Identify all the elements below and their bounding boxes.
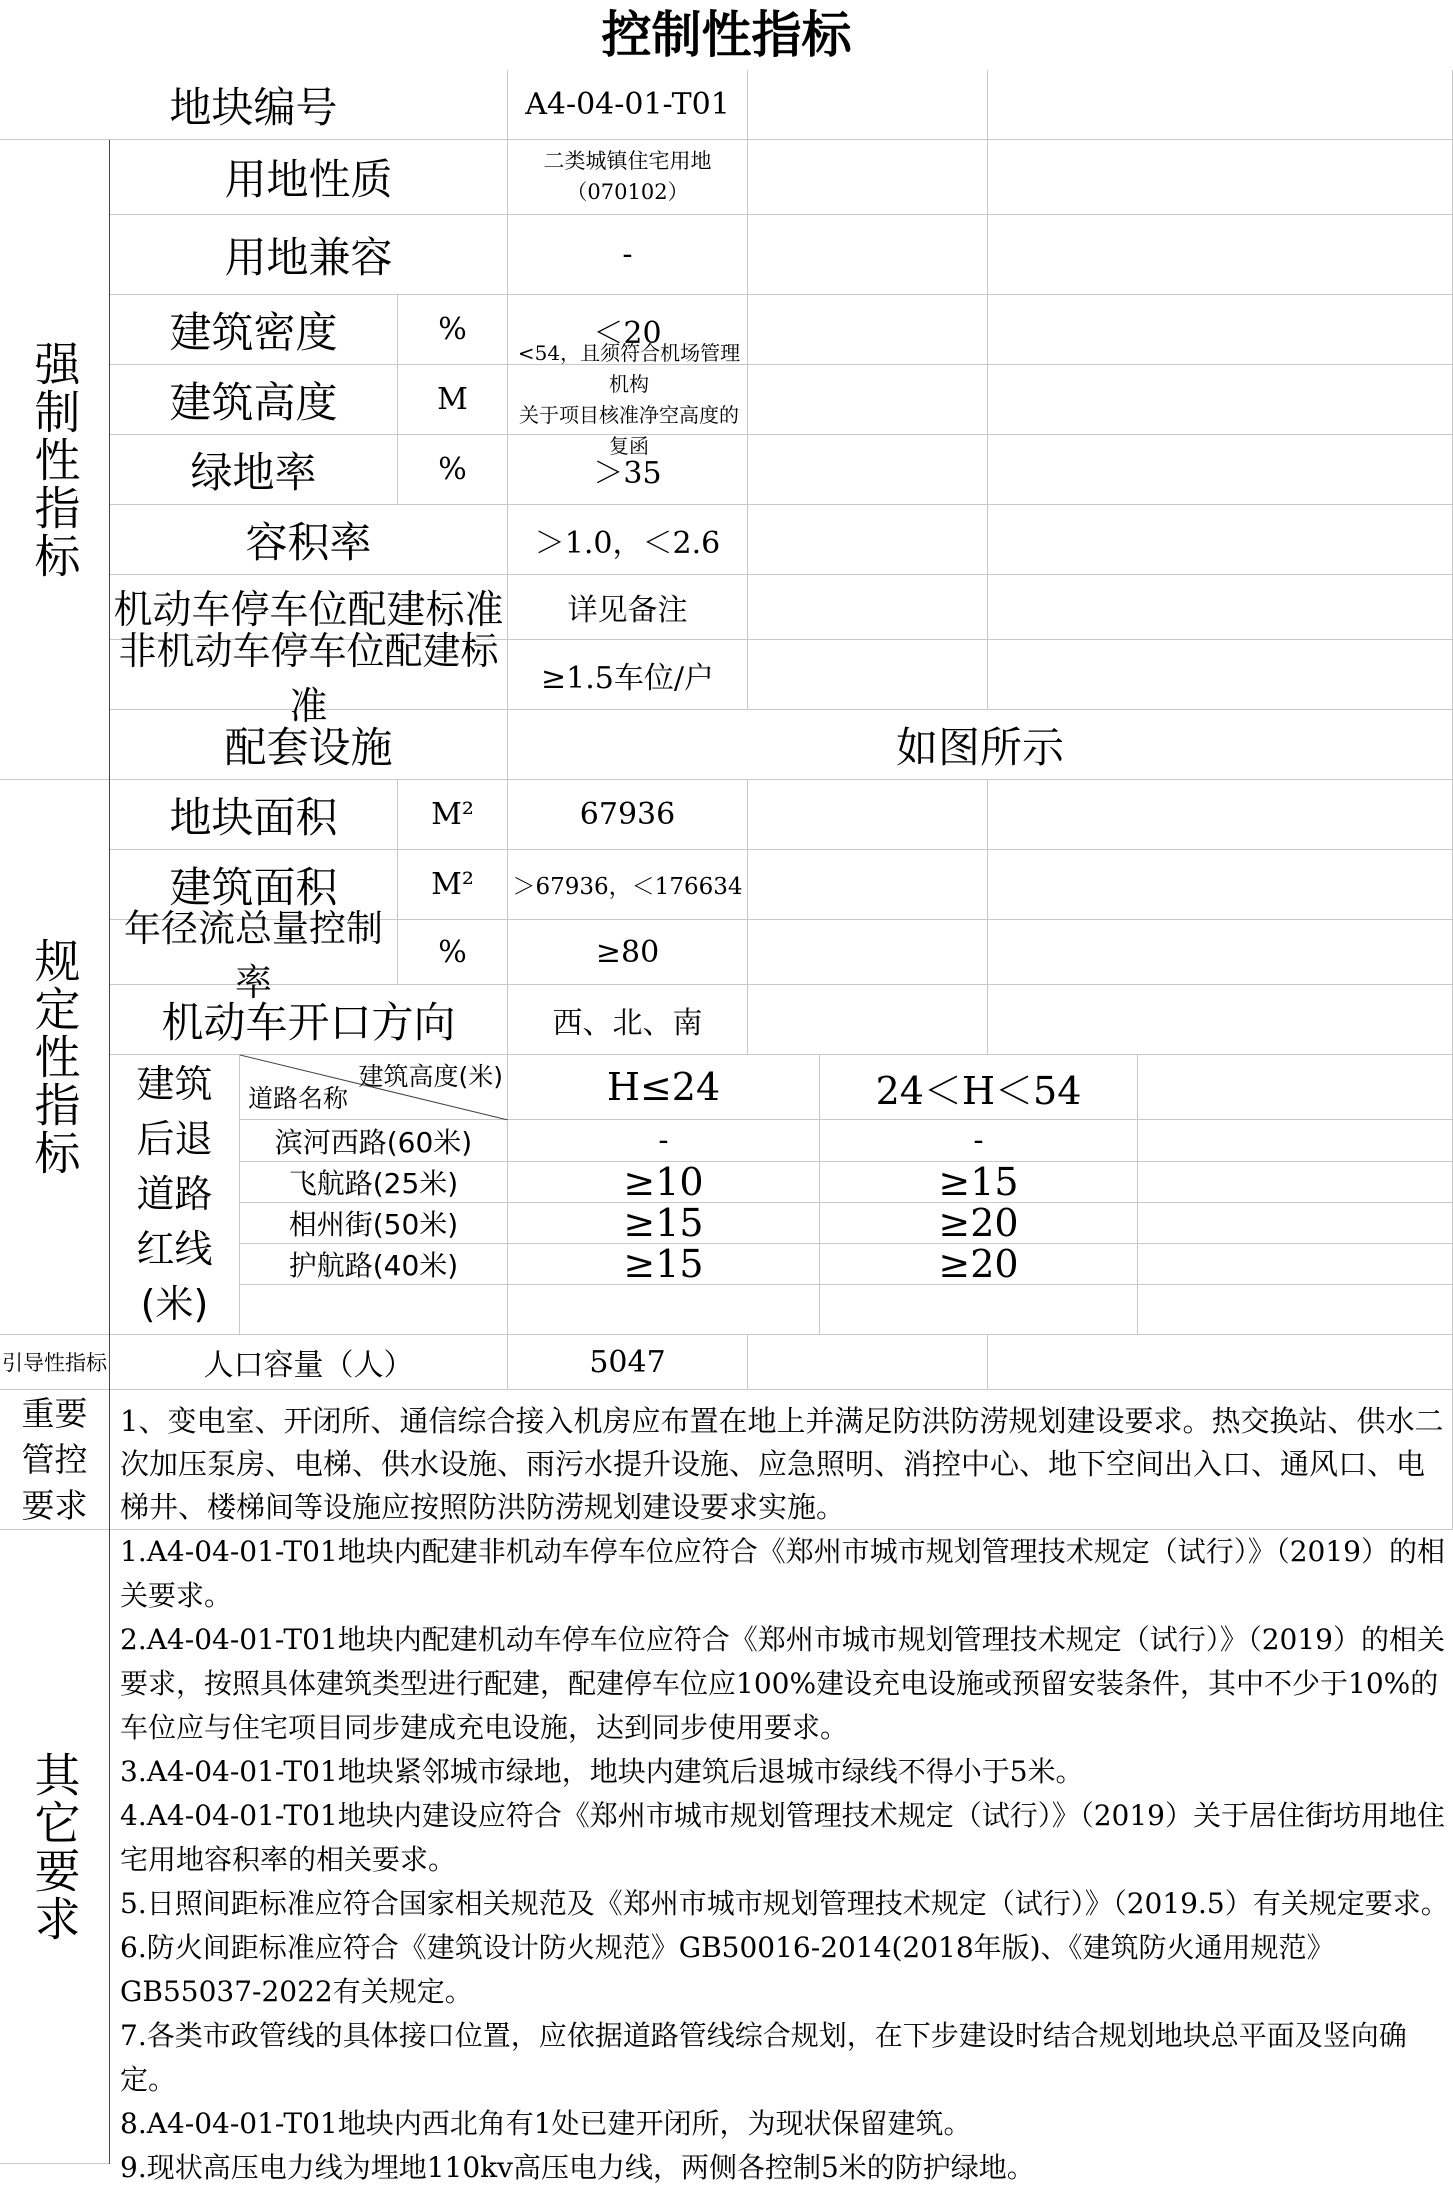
empty-cell (988, 140, 1453, 215)
key-requirement-text: 1、变电室、开闭所、通信综合接入机房应布置在地上并满足防洪防涝规划建设要求。热交换站、供水二次加压泵房、电梯、供水设施、雨污水提升设施、应急照明、消控中心、地下空间出入口、通风口、电梯井、楼梯间等设施应按照防洪防涝规划建设要求实施。 (120, 1404, 1444, 1524)
land-use-label: 用地性质 (110, 140, 508, 215)
setback-label: 建筑后退道路红线(米) (110, 1055, 240, 1335)
setback-value: ≥20 (820, 1203, 1138, 1244)
setback-road: 飞航路(25米) (240, 1162, 508, 1203)
area-label: 地块面积 (110, 780, 398, 850)
empty-cell (748, 985, 988, 1055)
empty-cell (748, 850, 988, 920)
section-other: 其它要求 (0, 1530, 110, 2164)
block-number-label: 地块编号 (0, 70, 508, 140)
empty-cell (820, 1285, 1138, 1335)
density-unit: % (398, 295, 508, 365)
setback-col1-header: H≤24 (508, 1055, 820, 1120)
density-label: 建筑密度 (110, 295, 398, 365)
page-title: 控制性指标 (601, 6, 852, 64)
population-label: 人口容量（人） (110, 1335, 508, 1390)
empty-cell (748, 295, 988, 365)
population-value: 5047 (508, 1335, 748, 1390)
empty-cell (748, 140, 988, 215)
empty-cell (748, 365, 988, 435)
empty-cell (988, 365, 1453, 435)
land-use-value (508, 140, 748, 215)
height-value (508, 340, 748, 458)
note-item: 8.A4-04-01-T01地块内西北角有1处已建开闭所，为现状保留建筑。 (120, 2107, 972, 2140)
section-regulatory: 规定性指标 (0, 780, 110, 1335)
height-unit: M (398, 365, 508, 435)
setback-value: - (820, 1120, 1138, 1162)
section-guidance: 引导性指标 (0, 1335, 110, 1390)
empty-cell (1138, 1285, 1453, 1335)
block-number-value: A4-04-01-T01 (508, 70, 748, 140)
setback-road: 滨河西路(60米) (240, 1120, 508, 1162)
key-requirements-box (110, 1390, 1453, 1530)
setback-value: ≥15 (508, 1203, 820, 1244)
empty-cell (748, 640, 988, 710)
empty-cell (748, 435, 988, 505)
setback-value: - (508, 1120, 820, 1162)
section-key-requirements: 重要管控要求 (0, 1390, 110, 1530)
note-item: 2.A4-04-01-T01地块内配建机动车停车位应符合《郑州市城市规划管理技术规定（试行）》（2019）的相关要求，按照具体建筑类型进行配建，配建停车位应100%建设充电设施或预留安装条件，其中不少于10%的车位应与住宅项目同步建成充电设施，达到同步使用要求。 (120, 1623, 1445, 1744)
bike-parking-label: 非机动车停车位配建标准 (110, 640, 508, 710)
empty-cell (1138, 1055, 1453, 1120)
access-direction-value: 西、北、南 (508, 985, 748, 1055)
land-use-value-line2: （070102） (566, 180, 689, 204)
empty-cell (988, 780, 1453, 850)
setback-header-cell (240, 1055, 508, 1120)
green-value: ＞35 (508, 435, 748, 505)
empty-cell (1138, 1244, 1453, 1285)
setback-road: 护航路(40米) (240, 1244, 508, 1285)
note-item: 1.A4-04-01-T01地块内配建非机动车停车位应符合《郑州市城市规划管理技术规定（试行）》（2019）的相关要求。 (120, 1535, 1445, 1612)
note-item: 9.现状高压电力线为埋地110kv高压电力线，两侧各控制5米的防护绿地。 (120, 2151, 1035, 2184)
empty-cell (988, 850, 1453, 920)
empty-cell (988, 215, 1453, 295)
setback-value: ≥10 (508, 1162, 820, 1203)
empty-cell (988, 985, 1453, 1055)
empty-cell (988, 640, 1453, 710)
empty-cell (508, 1285, 820, 1335)
setback-header-bottom: 道路名称 (248, 1084, 349, 1113)
note-item: 7.各类市政管线的具体接口位置，应依据道路管线综合规划，在下步建设时结合规划地块总平面及竖向确定。 (120, 2019, 1407, 2096)
other-notes-box (110, 1530, 1453, 2184)
setback-value: ≥15 (508, 1244, 820, 1285)
height-value-line2: 关于项目核准净空高度的复函 (519, 402, 739, 458)
section-mandatory: 强制性指标 (0, 140, 110, 780)
parking-value: 详见备注 (508, 575, 748, 640)
note-item: 6.防火间距标准应符合《建筑设计防火规范》GB50016-2014(2018年版)、《建筑防火通用规范》GB55037-2022有关规定。 (120, 1931, 1335, 2008)
note-item: 3.A4-04-01-T01地块紧邻城市绿地，地块内建筑后退城市绿线不得小于5米。 (120, 1755, 1084, 1788)
empty-cell (1138, 1203, 1453, 1244)
area-unit: M² (398, 780, 508, 850)
setback-road: 相州街(50米) (240, 1203, 508, 1244)
left-section-divider (109, 140, 110, 2164)
empty-cell (748, 215, 988, 295)
floor-area-label: 建筑面积 (110, 850, 398, 920)
note-item: 5.日照间距标准应符合国家相关规范及《郑州市城市规划管理技术规定（试行）》（2019.5）有关规定要求。 (120, 1887, 1449, 1920)
empty-cell (748, 70, 988, 140)
empty-cell (988, 70, 1453, 140)
parking-label: 机动车停车位配建标准 (110, 575, 508, 640)
empty-cell (748, 505, 988, 575)
height-label: 建筑高度 (110, 365, 398, 435)
floor-area-unit: M² (398, 850, 508, 920)
empty-cell (988, 575, 1453, 640)
note-item: 4.A4-04-01-T01地块内建设应符合《郑州市城市规划管理技术规定（试行）》（2019）关于居住街坊用地住宅用地容积率的相关要求。 (120, 1799, 1445, 1876)
empty-cell (988, 505, 1453, 575)
empty-cell (988, 435, 1453, 505)
land-compat-value: - (508, 215, 748, 295)
empty-cell (988, 295, 1453, 365)
setback-header-top: 建筑高度(米) (358, 1062, 503, 1091)
empty-cell (748, 1335, 988, 1390)
land-compat-label: 用地兼容 (110, 215, 508, 295)
empty-cell (748, 920, 988, 985)
green-unit: % (398, 435, 508, 505)
far-label: 容积率 (110, 505, 508, 575)
setback-value: ≥15 (820, 1162, 1138, 1203)
access-direction-label: 机动车开口方向 (110, 985, 508, 1055)
empty-cell (1138, 1120, 1453, 1162)
setback-col2-header: 24＜H＜54 (820, 1055, 1138, 1120)
facilities-label: 配套设施 (110, 710, 508, 780)
empty-cell (988, 920, 1453, 985)
empty-cell (748, 780, 988, 850)
area-value: 67936 (508, 780, 748, 850)
empty-cell (988, 1335, 1453, 1390)
runoff-label: 年径流总量控制率 (110, 920, 398, 985)
other-notes-list (120, 1530, 1450, 2190)
setback-value: ≥20 (820, 1244, 1138, 1285)
density-value: ＜20 (508, 295, 748, 365)
land-use-value-line1: 二类城镇住宅用地 (543, 149, 712, 173)
height-value-line1: <54，且须符合机场管理机构 (517, 340, 741, 396)
facilities-value: 如图所示 (508, 710, 1453, 780)
empty-cell (1138, 1162, 1453, 1203)
runoff-value: ≥80 (508, 920, 748, 985)
runoff-unit: % (398, 920, 508, 985)
bike-parking-value: ≥1.5车位/户 (508, 640, 748, 710)
empty-cell (748, 575, 988, 640)
floor-area-value: ＞67936，＜176634 (508, 850, 748, 920)
green-label: 绿地率 (110, 435, 398, 505)
empty-cell (240, 1285, 508, 1335)
far-value: ＞1.0，＜2.6 (508, 505, 748, 575)
